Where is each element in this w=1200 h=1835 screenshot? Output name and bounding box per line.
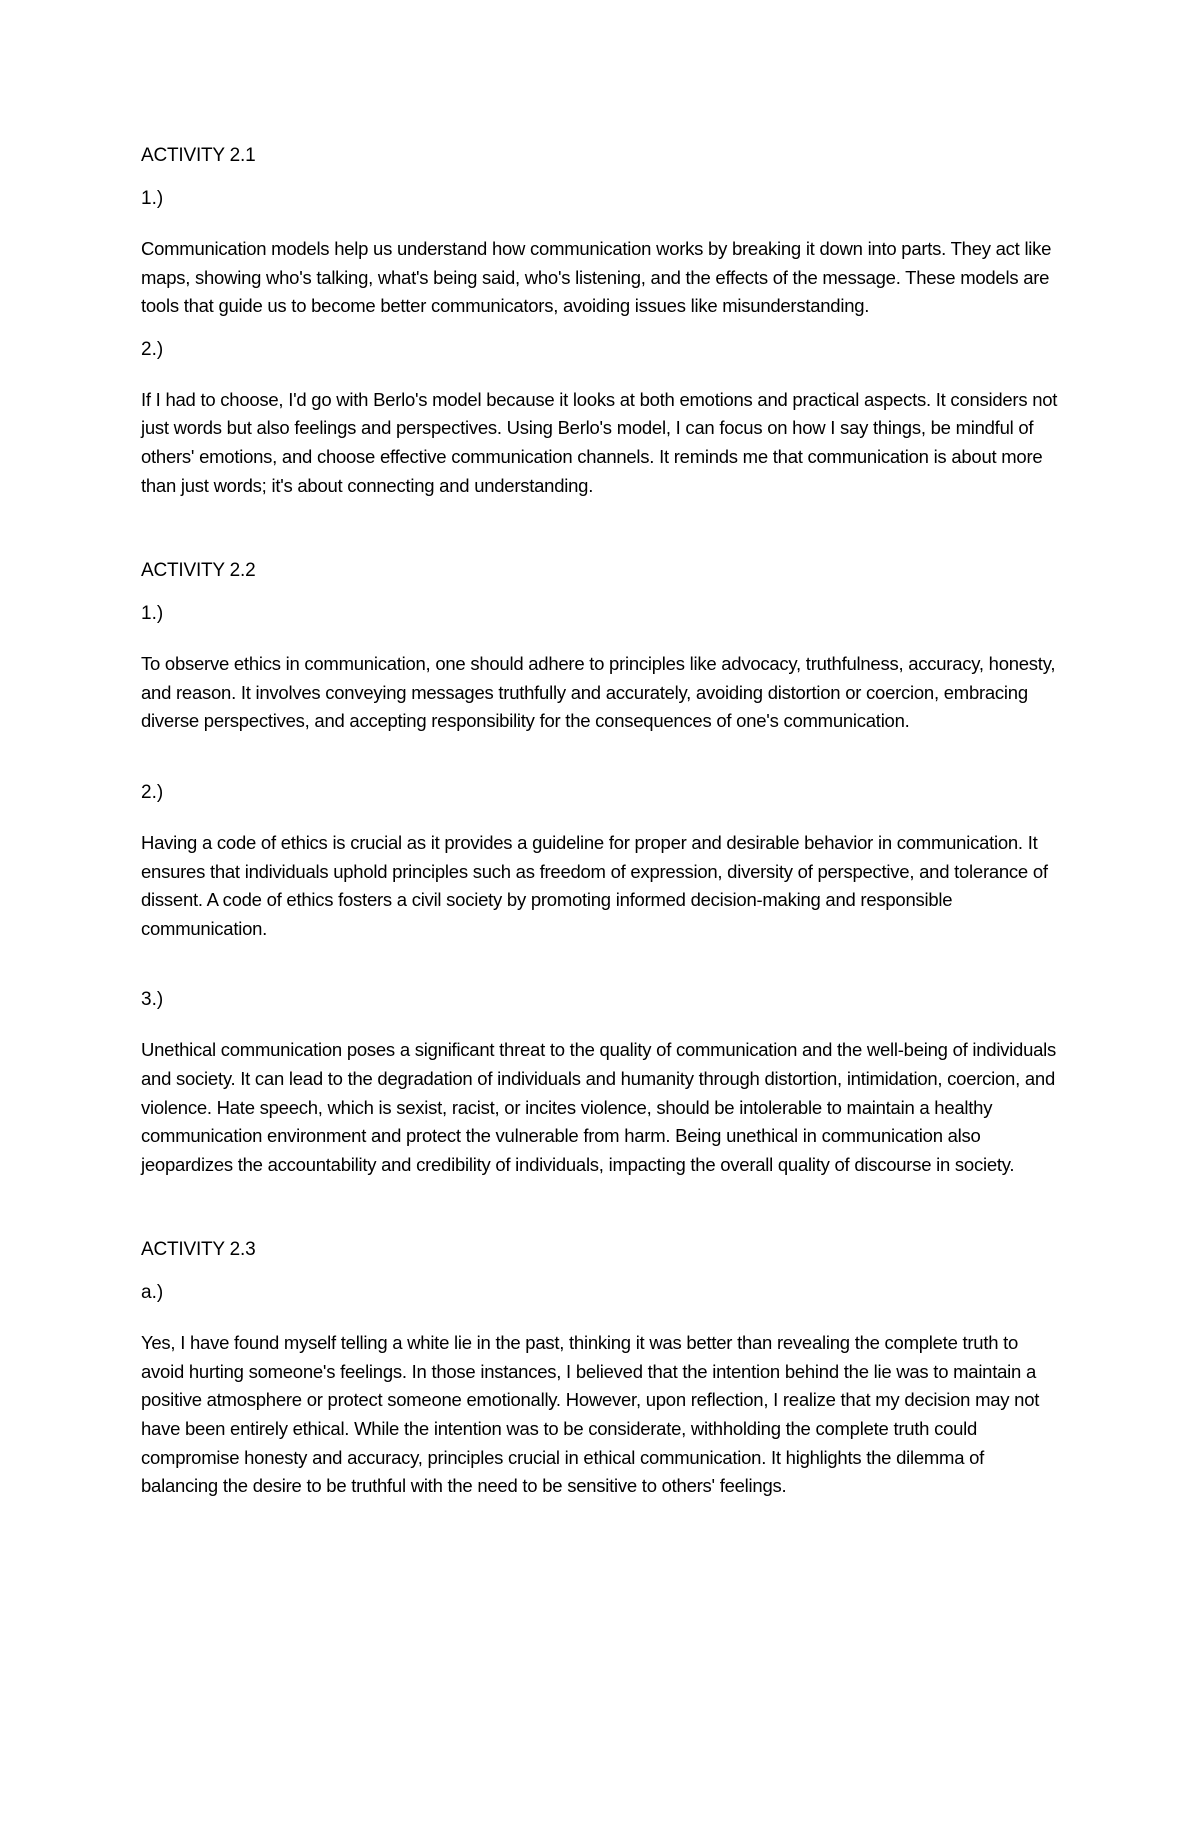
answer-paragraph: Communication models help us understand how communication works by breaking it down into parts. They act like maps, showing who's talking, what's being said, who's listening, and the effects of the message. These models are tools that guide us to become better communicators, avoiding issues like misunderstanding. xyxy=(141,238,1052,317)
section-activity-2-3 xyxy=(141,1235,1061,1501)
section-activity-2-1 xyxy=(141,141,1061,500)
answer-paragraph: Unethical communication poses a significant threat to the quality of communication and the well-being of individuals and society. It can lead to the degradation of individuals and humanity through distortion, intimidation, coercion, and violence. Hate speech, which is sexist, racist, or incites violence, should be intolerable to maintain a healthy communication environment and protect the vulnerable from harm. Being unethical in communication also jeopardizes the accountability and credibility of individuals, impacting the overall quality of discourse in society. xyxy=(141,1039,1057,1175)
question-number: 2.) xyxy=(141,338,164,360)
section-heading: ACTIVITY 2.3 xyxy=(141,1239,256,1261)
answer-paragraph: Yes, I have found myself telling a white lie in the past, thinking it was better than revealing the complete truth to avoid hurting someone's feelings. In those instances, I believed that the intention behind the lie was to maintain a positive atmosphere or protect someone emotionally. However, upon reflection, I realize that my decision may not have been entirely ethical. While the intention was to be considerate, withholding the complete truth could compromise honesty and accuracy, principles crucial in ethical communication. It highlights the dilemma of balancing the desire to be truthful with the need to be sensitive to others' feelings. xyxy=(141,1332,1040,1497)
answer-paragraph: To observe ethics in communication, one should adhere to principles like advocacy, truthfulness, accuracy, honesty, and reason. It involves conveying messages truthfully and accurately, avoiding distortion or coercion, embracing diverse perspectives, and accepting responsibility for the consequences of one's communication. xyxy=(141,653,1056,732)
answer-paragraph: Having a code of ethics is crucial as it provides a guideline for proper and desirable behavior in communication. It ensures that individuals uphold principles such as freedom of expression, diversity of perspective, and tolerance of dissent. A code of ethics fosters a civil society by promoting informed decision-making and responsible communication. xyxy=(141,831,1048,939)
section-activity-2-2 xyxy=(141,556,1061,1179)
section-heading: ACTIVITY 2.2 xyxy=(141,560,256,582)
question-number: 3.) xyxy=(141,989,164,1011)
question-number: 2.) xyxy=(141,781,164,803)
document-body xyxy=(141,141,1061,1501)
answer-paragraph: If I had to choose, I'd go with Berlo's model because it looks at both emotions and practical aspects. It considers not just words but also feelings and perspectives. Using Berlo's model, I can focus on how I say things, be mindful of others' emotions, and choose effective communication channels. It reminds me that communication is about more than just words; it's about connecting and understanding. xyxy=(141,388,1058,496)
question-number: a.) xyxy=(141,1282,164,1304)
question-number: 1.) xyxy=(141,603,164,625)
question-number: 1.) xyxy=(141,188,164,209)
section-heading: ACTIVITY 2.1 xyxy=(141,145,256,166)
